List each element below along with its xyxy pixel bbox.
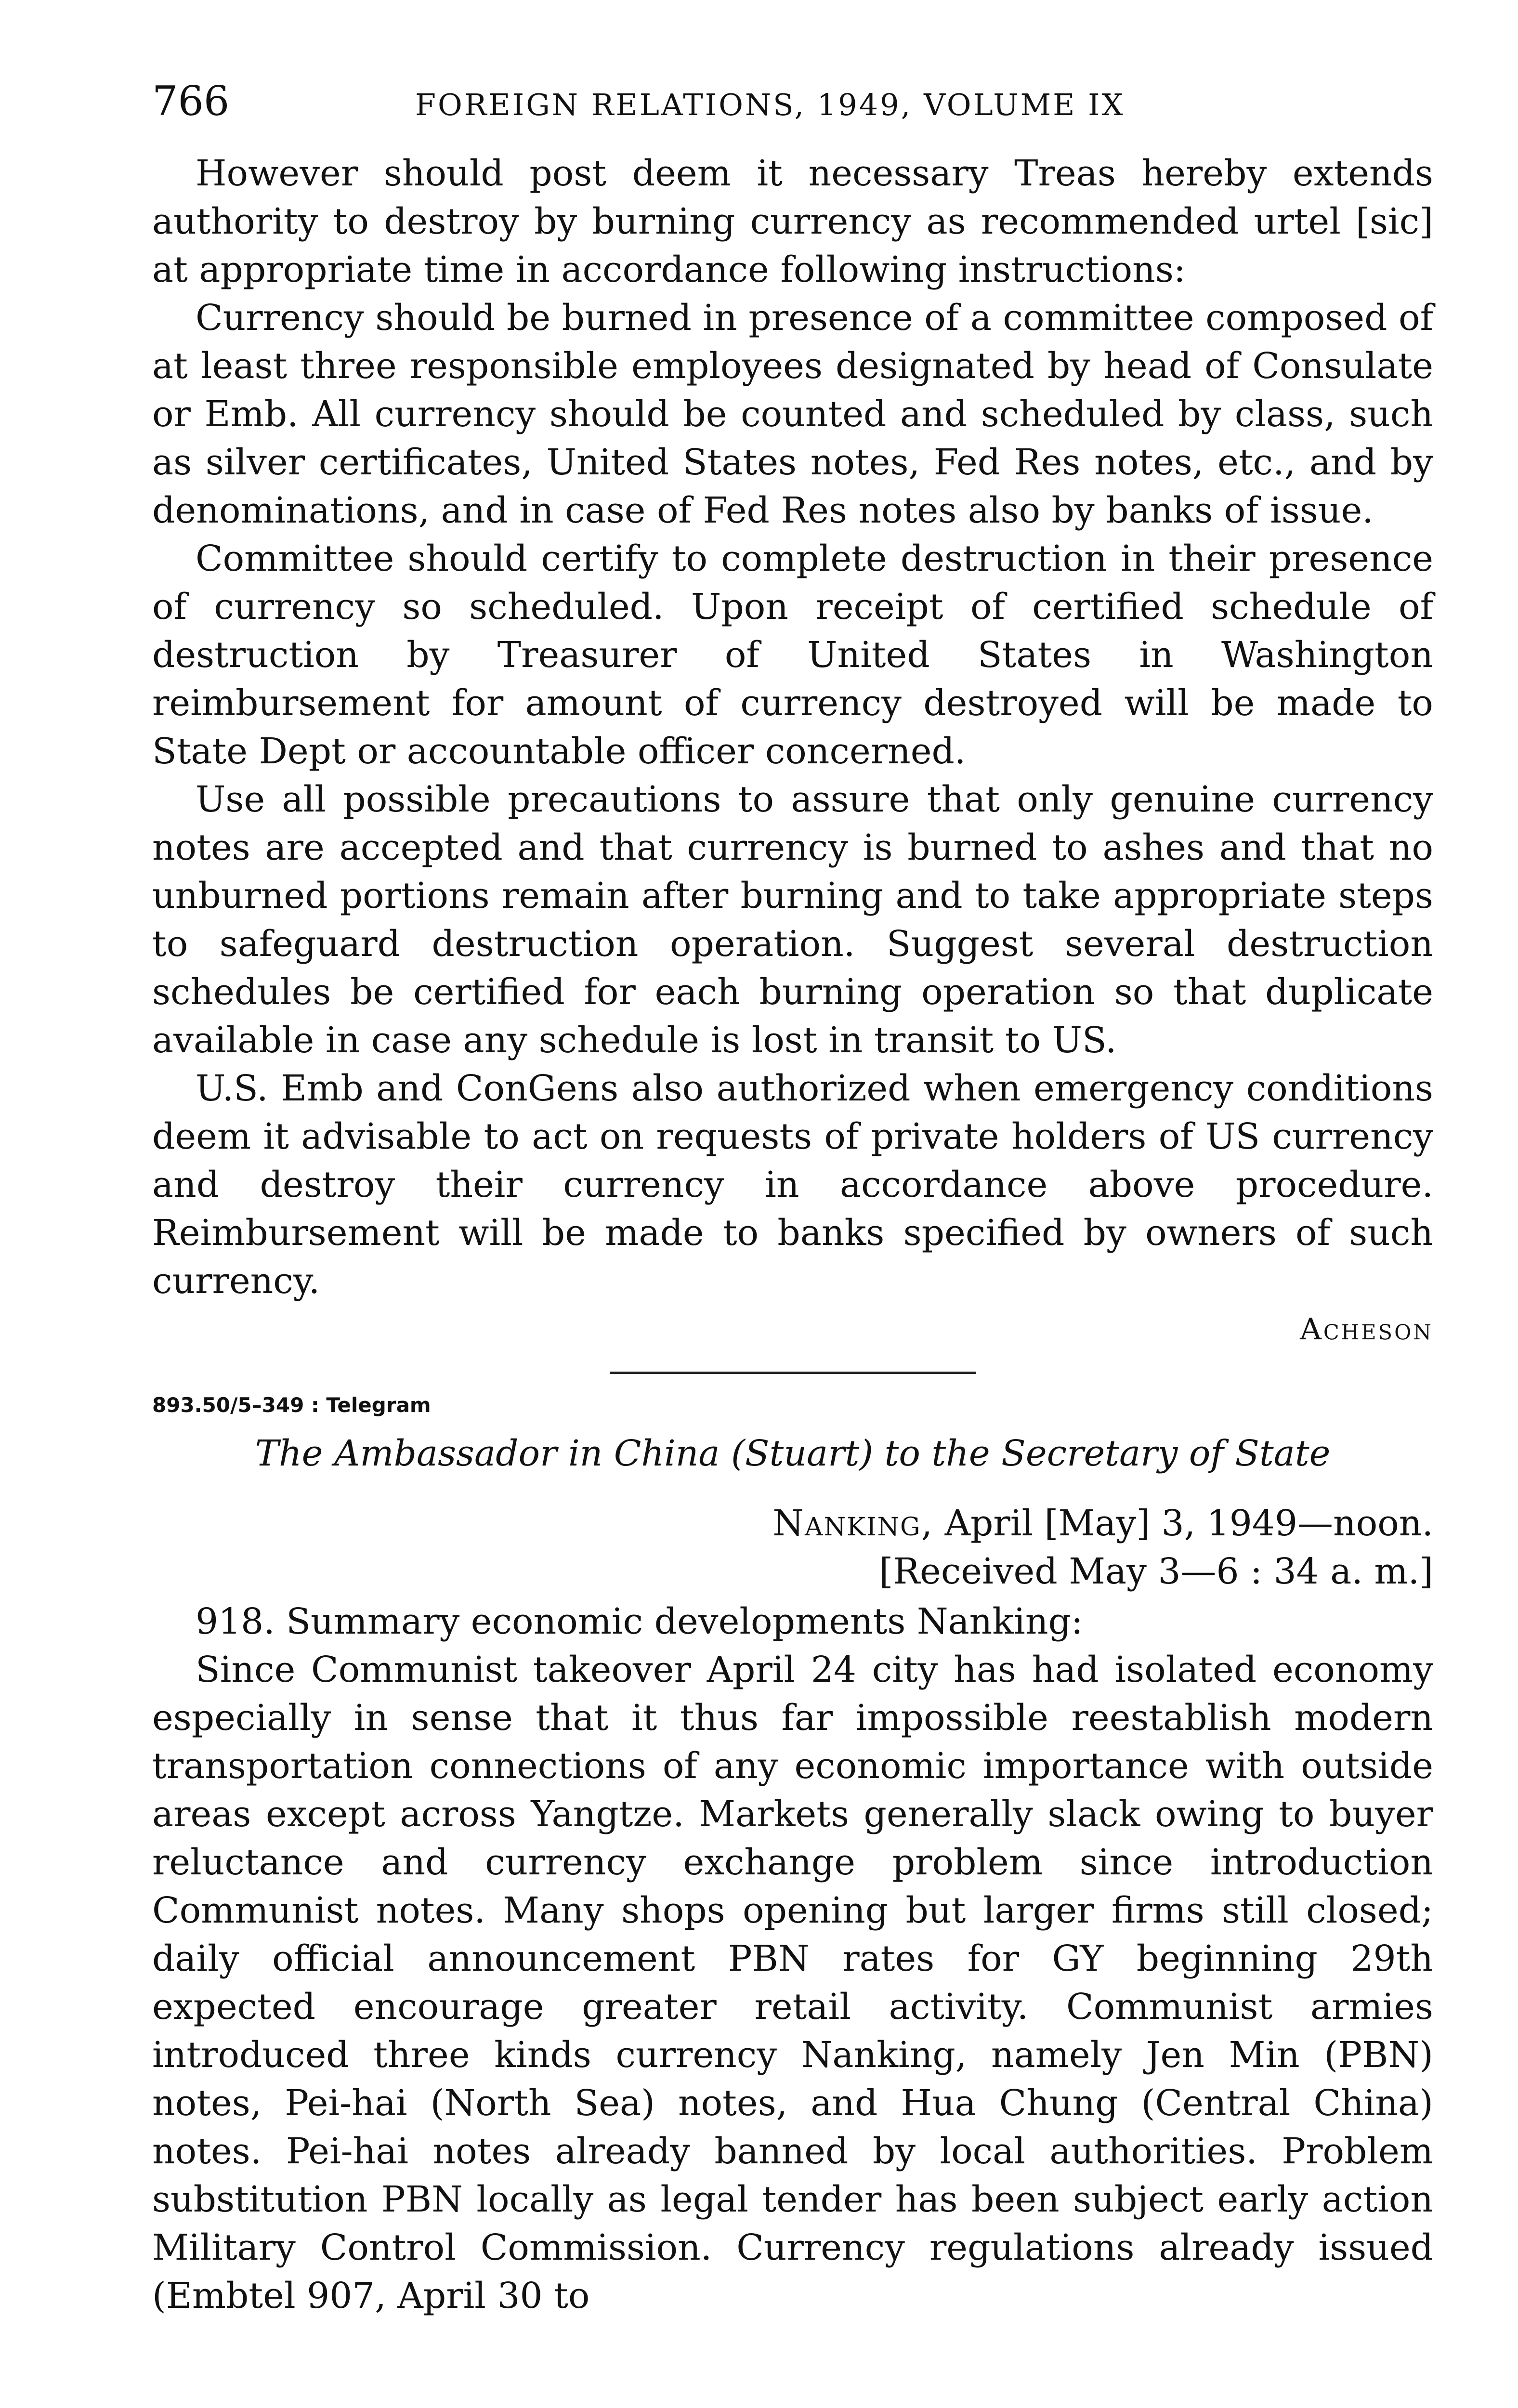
file-reference: 893.50/5–349 : Telegram [152,1393,431,1417]
first-document-body [152,149,1433,1305]
running-head: FOREIGN RELATIONS, 1949, VOLUME IX [415,87,1125,122]
section-divider [610,1372,976,1374]
place: Nanking, [772,1503,934,1544]
paragraph: However should post deem it necessary Treas hereby extends authority to destroy by burning currency as recommended urtel [sic] at appropriate time in accordance following instructions: [152,153,1433,290]
paragraph: Since Communist takeover April 24 city has had isolated economy especially in sense that it thus far impossible reestablish modern transportation connections of any economic importance with outside areas except across Yangtze. Markets generally slack owing to buyer reluctance and currency exchange problem since introduction Communist notes. Many shops opening but larger firms still closed; daily official announcement PBN rates for GY beginning 29th expected encourage greater retail activity. Communist armies introduced three kinds currency Nanking, namely Jen Min (PBN) notes, Pei-hai (North Sea) notes, and Hua Chung (Central China) notes. Pei-hai notes already banned by local authorities. Problem substitution PBN locally as legal tender has been subject early action Military Control Commission. Currency regulations already issued (Embtel 907, April 30 to [152,1649,1433,2316]
paragraph: 918. Summary economic developments Nanking: [196,1601,1083,1642]
signature: Acheson [1300,1311,1433,1347]
paragraph: Currency should be burned in presence of a committee composed of at least three responsible employees designated by head of Consulate or Emb. All currency should be counted and scheduled by class, such as silver certificates, United States notes, Fed Res notes, etc., and by denominations, and in case of Fed Res notes also by banks of issue. [152,297,1433,531]
received-line: [Received May 3—6 : 34 a. m.] [879,1551,1433,1592]
document-title: The Ambassador in China (Stuart) to the Secretary of State [255,1433,1331,1474]
date: April [May] 3, 1949—noon. [944,1503,1433,1544]
page-header [152,77,1433,149]
document-page [152,77,1433,2320]
page-number: 766 [152,78,230,125]
paragraph: Use all possible precautions to assure that only genuine currency notes are accepted and that currency is burned to ashes and that no unburned portions remain after burning and to take appropriate steps to safeguard destruction operation. Suggest several destruction schedules be certified for each burning operation so that duplicate available in case any schedule is lost in transit to US. [152,779,1433,1061]
second-document-body [152,1597,1433,2320]
paragraph: Committee should certify to complete destruction in their presence of currency so scheduled. Upon receipt of certified schedule of destruction by Treasurer of United States in Washington reimbursement for amount of currency destroyed will be made to State Dept or accountable officer concerned. [152,538,1433,772]
dateline [152,1499,1433,1547]
paragraph: U.S. Emb and ConGens also authorized when emergency conditions deem it advisable to act on requests of private holders of US currency and destroy their currency in accordance above procedure. Reimbursement will be made to banks specified by owners of such currency. [152,1068,1433,1302]
